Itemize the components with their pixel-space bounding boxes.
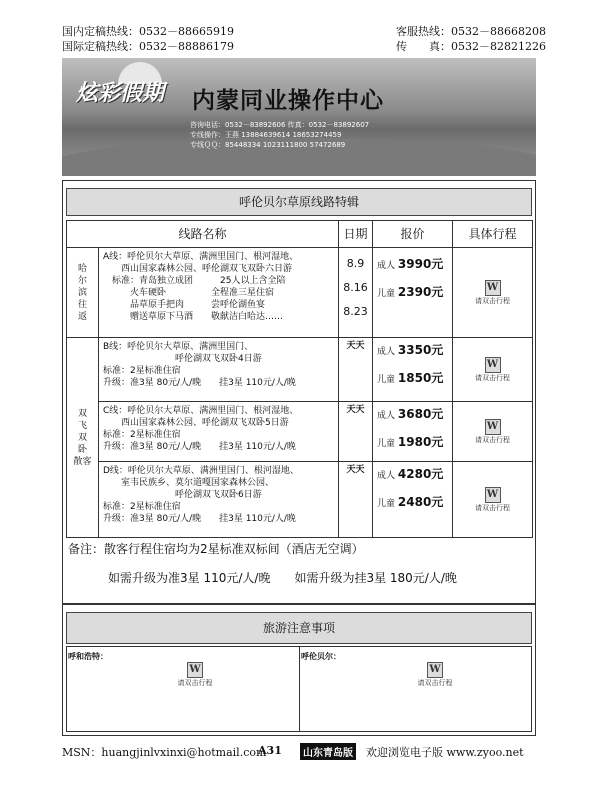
table-row [67,338,533,402]
category-char: 散客 [73,456,92,467]
adult-label: 成人 [377,411,396,421]
city-hulunbuir: 呼伦贝尔： [301,652,341,661]
child-label: 儿童 [377,375,396,385]
fax-number: 传 真：0532－82821226 [396,40,546,53]
route-line: 品草原手把肉 尝呼伦湖鱼宴 [103,300,266,310]
table-row [67,248,533,338]
table-row [67,462,533,538]
footer-page-number: A31 [258,744,282,757]
route-c [99,402,339,462]
adult-price: 3350元 [397,343,444,357]
route-b-price [373,338,453,402]
category-char: 双 [77,432,87,443]
child-price: 2390元 [397,285,444,299]
child-label: 儿童 [377,439,396,449]
notes-grid [66,646,532,732]
route-upgrade: 升级：准3星 80元/人/晚 挂3星 110元/人/晚 [103,442,296,452]
route-line: 呼伦湖双飞双卧4日游 [103,354,262,364]
category-char: 滨 [77,287,87,298]
child-label: 儿童 [377,289,396,299]
route-a [99,248,339,338]
route-b-date: 天天 [339,338,373,402]
category-char: 往 [77,299,87,310]
category-char: 哈 [77,263,87,274]
itinerary-link-hulunbuir[interactable] [410,657,460,688]
brand-logo: 炫彩假期 [76,80,165,106]
adult-label: 成人 [377,471,396,481]
note-line-1: 备注：散客行程住宿均为2星标准双标间（酒店无空调） [68,542,364,556]
category-char: 卧 [77,444,87,455]
child-price: 1980元 [397,435,444,449]
child-price: 1850元 [397,371,444,385]
route-a-dates [339,248,373,338]
route-line: 西山国家森林公园、呼伦湖双飞双卧六日游 [103,264,293,274]
itinerary-link-b[interactable] [453,338,533,402]
domestic-hotline: 国内定稿热线：0532－88665919 [62,25,234,38]
adult-price-row [377,344,452,372]
child-price: 2480元 [397,495,444,509]
footer-site[interactable]: 欢迎浏览电子版 www.zyoo.net [366,746,524,759]
footer-brand: 山东青岛版 [300,743,356,760]
route-d-price [373,462,453,538]
header-price: 报价 [373,221,453,248]
route-line: 赠送草原下马酒 敬献洁白哈达…… [103,312,284,322]
word-doc-icon[interactable]: W [427,662,443,678]
word-doc-icon[interactable]: W [485,357,501,373]
itinerary-label: 请双击行程 [475,435,511,444]
category-harbin [67,248,99,338]
adult-price: 3990元 [397,257,444,271]
itinerary-label: 请双击行程 [475,503,511,512]
adult-label: 成人 [377,347,396,357]
date-item: 8.16 [343,281,368,294]
route-standard: 标准：2星标准住宿 [103,366,181,376]
header-date: 日期 [339,221,373,248]
adult-price-row [377,468,452,496]
route-line: 西山国家森林公园、呼伦湖双飞双卧5日游 [103,418,289,428]
service-hotline: 客服热线：0532－88668208 [396,25,546,38]
banner [62,58,536,176]
child-price-row [377,286,452,314]
route-standard: 标准：2星标准住宿 [103,502,181,512]
route-upgrade: 升级：准3星 80元/人/晚 挂3星 110元/人/晚 [103,514,296,524]
route-upgrade: 升级：准3星 80元/人/晚 挂3星 110元/人/晚 [103,378,296,388]
child-label: 儿童 [377,499,396,509]
category-char: 飞 [77,420,87,431]
route-b [99,338,339,402]
itinerary-link-c[interactable] [453,402,533,462]
word-doc-icon[interactable]: W [485,487,501,503]
route-line: C线：呼伦贝尔大草原、满洲里国门、根河湿地、 [103,406,299,416]
itinerary-label: 请双击行程 [177,679,213,687]
city-hohhot: 呼和浩特： [68,652,108,661]
category-char: 尔 [77,275,87,286]
route-line: B线：呼伦贝尔大草原、满洲里国门、 [103,342,254,352]
route-a-price [373,248,453,338]
section-title-routes: 呼伦贝尔草原线路特辑 [66,188,532,216]
banner-contact-info [190,120,369,150]
itinerary-label: 请双击行程 [475,296,511,305]
category-flight-sleeper [67,338,99,538]
adult-label: 成人 [377,261,396,271]
route-line: 室韦民族乡、莫尔道嘎国家森林公园、 [103,478,275,488]
route-line: A线：呼伦贝尔大草原、满洲里国门、根河湿地、 [103,252,299,262]
itinerary-label: 请双击行程 [417,679,453,687]
adult-price: 4280元 [397,467,444,481]
date-item: 8.9 [346,257,365,270]
note-line-2: 如需升级为准3星 110元/人/晚 如需升级为挂3星 180元/人/晚 [108,571,457,585]
itinerary-link-d[interactable] [453,462,533,538]
banner-info-line: 专线ＱＱ：85448334 1023111800 57472689 [190,141,346,149]
adult-price-row [377,408,452,436]
international-hotline: 国际定稿热线：0532－88886179 [62,40,234,53]
section-title-notes: 旅游注意事项 [66,612,532,644]
route-d-date: 天天 [339,462,373,538]
itinerary-link-hohhot[interactable] [170,657,220,688]
date-item: 8.23 [343,305,368,318]
word-doc-icon[interactable]: W [485,419,501,435]
table-header-row [67,221,533,248]
word-doc-icon[interactable]: W [187,662,203,678]
child-price-row [377,496,452,510]
footer-msn: MSN：huangjinlvxinxi@hotmail.com [62,746,267,759]
route-d [99,462,339,538]
banner-title: 内蒙同业操作中心 [192,88,384,114]
route-table [66,220,533,538]
header-route-name: 线路名称 [67,221,339,248]
category-char: 双 [77,408,87,419]
route-c-price [373,402,453,462]
adult-price-row [377,258,452,286]
route-standard: 标准：2星标准住宿 [103,430,181,440]
banner-info-line: 专线操作：王燕 13884639614 18653274459 [190,131,342,139]
table-row [67,402,533,462]
itinerary-label: 请双击行程 [475,373,511,382]
route-line: 火车硬卧 全程准三星住宿 [103,288,275,298]
adult-price: 3680元 [397,407,444,421]
route-line: 呼伦湖双飞双卧6日游 [103,490,262,500]
category-char: 返 [77,311,87,322]
header-itinerary: 具体行程 [453,221,533,248]
notes-divider [299,647,300,731]
route-line: D线：呼伦贝尔大草原、满洲里国门、根河湿地、 [103,466,299,476]
child-price-row [377,372,452,386]
route-c-date: 天天 [339,402,373,462]
child-price-row [377,436,452,450]
banner-info-line: 咨询电话：0532－83892606 传真：0532－83892607 [190,121,370,129]
word-doc-icon[interactable]: W [485,280,501,296]
itinerary-link-a[interactable] [453,248,533,338]
route-line: 标准：青岛独立成团 25人以上含全陪 [103,276,286,286]
